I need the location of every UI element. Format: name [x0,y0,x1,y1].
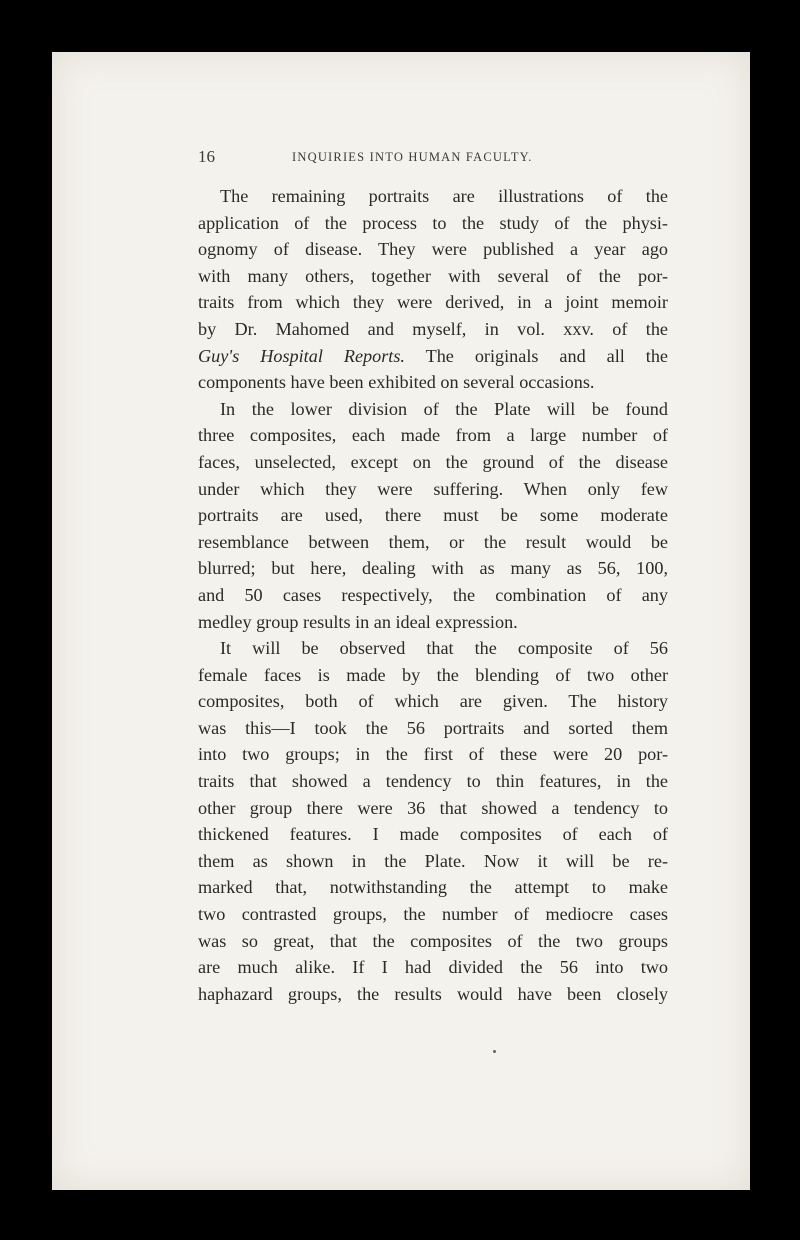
text-line [198,688,668,715]
text-segment: traits from which they were derived, in a joint memoir [198,292,668,313]
text-line [198,635,668,662]
text-segment: ognomy of disease. They were published a year ago [198,239,668,260]
text-line [198,369,668,396]
text-line [198,741,668,768]
text-segment: into two groups; in the first of these were 20 por- [198,744,668,765]
text-line [198,954,668,981]
text-segment: them as shown in the Plate. Now it will be re- [198,850,668,871]
ink-speck [493,1050,496,1053]
text-line [198,236,668,263]
text-segment: In the lower division of the Plate will be found [220,398,668,419]
text-segment: by Dr. Mahomed and myself, in vol. xxv. of the [198,318,668,339]
text-line [198,316,668,343]
text-line [198,715,668,742]
text-segment: haphazard groups, the results would have been closely [198,983,668,1004]
text-line [198,289,668,316]
text-line [198,928,668,955]
text-segment: was so great, that the composites of the two groups [198,930,668,951]
text-line [198,609,668,636]
text-line [198,768,668,795]
text-line [198,210,668,237]
text-line [198,502,668,529]
text-segment: portraits are used, there must be some moderate [198,505,668,526]
running-title: INQUIRIES INTO HUMAN FACULTY. [292,150,533,164]
text-segment: two contrasted groups, the number of mediocre cases [198,904,668,925]
text-segment: traits that showed a tendency to thin features, in the [198,771,668,792]
text-segment: female faces is made by the blending of two other [198,664,668,685]
text-segment: application of the process to the study of the physi- [198,212,668,233]
text-segment: marked that, notwithstanding the attempt to make [198,877,668,898]
text-line [198,981,668,1008]
text-segment: The remaining portraits are illustrations of the [220,186,668,206]
text-line [198,874,668,901]
body-text [198,183,668,1007]
text-line [198,449,668,476]
text-segment: was this—I took the 56 portraits and sorted them [198,717,668,738]
text-segment: other group there were 36 that showed a tendency to [198,797,668,818]
text-line [198,901,668,928]
text-line [198,343,668,370]
text-segment: blurred; but here, dealing with as many as 56, 100, [198,558,668,579]
text-segment: are much alike. If I had divided the 56 into two [198,957,668,978]
text-segment: It will be observed that the composite of 56 [220,638,668,659]
text-line [198,422,668,449]
text-segment: under which they were suffering. When only few [198,478,668,499]
text-segment: with many others, together with several of the por- [198,265,668,286]
text-line [198,263,668,290]
text-segment: and 50 cases respectively, the combination of any [198,584,668,605]
text-segment: The originals and all the [404,345,668,366]
text-line [198,821,668,848]
text-line [198,183,668,210]
text-line [198,662,668,689]
italic-title: Guy's Hospital Reports. [198,345,405,366]
text-segment: components have been exhibited on several occasions. [198,372,595,393]
text-segment: three composites, each made from a large number of [198,425,668,446]
text-line [198,848,668,875]
page-number: 16 [198,147,215,166]
text-line [198,795,668,822]
text-line [198,555,668,582]
text-segment: medley group results in an ideal expression. [198,611,518,632]
text-segment: composites, both of which are given. The history [198,691,668,712]
text-segment: thickened features. I made composites of each of [198,824,668,845]
page-header [198,147,668,171]
text-segment: resemblance between them, or the result would be [198,531,668,552]
text-line [198,582,668,609]
text-line [198,476,668,503]
text-segment: faces, unselected, except on the ground of the disease [198,451,668,472]
text-line [198,396,668,423]
text-line [198,529,668,556]
